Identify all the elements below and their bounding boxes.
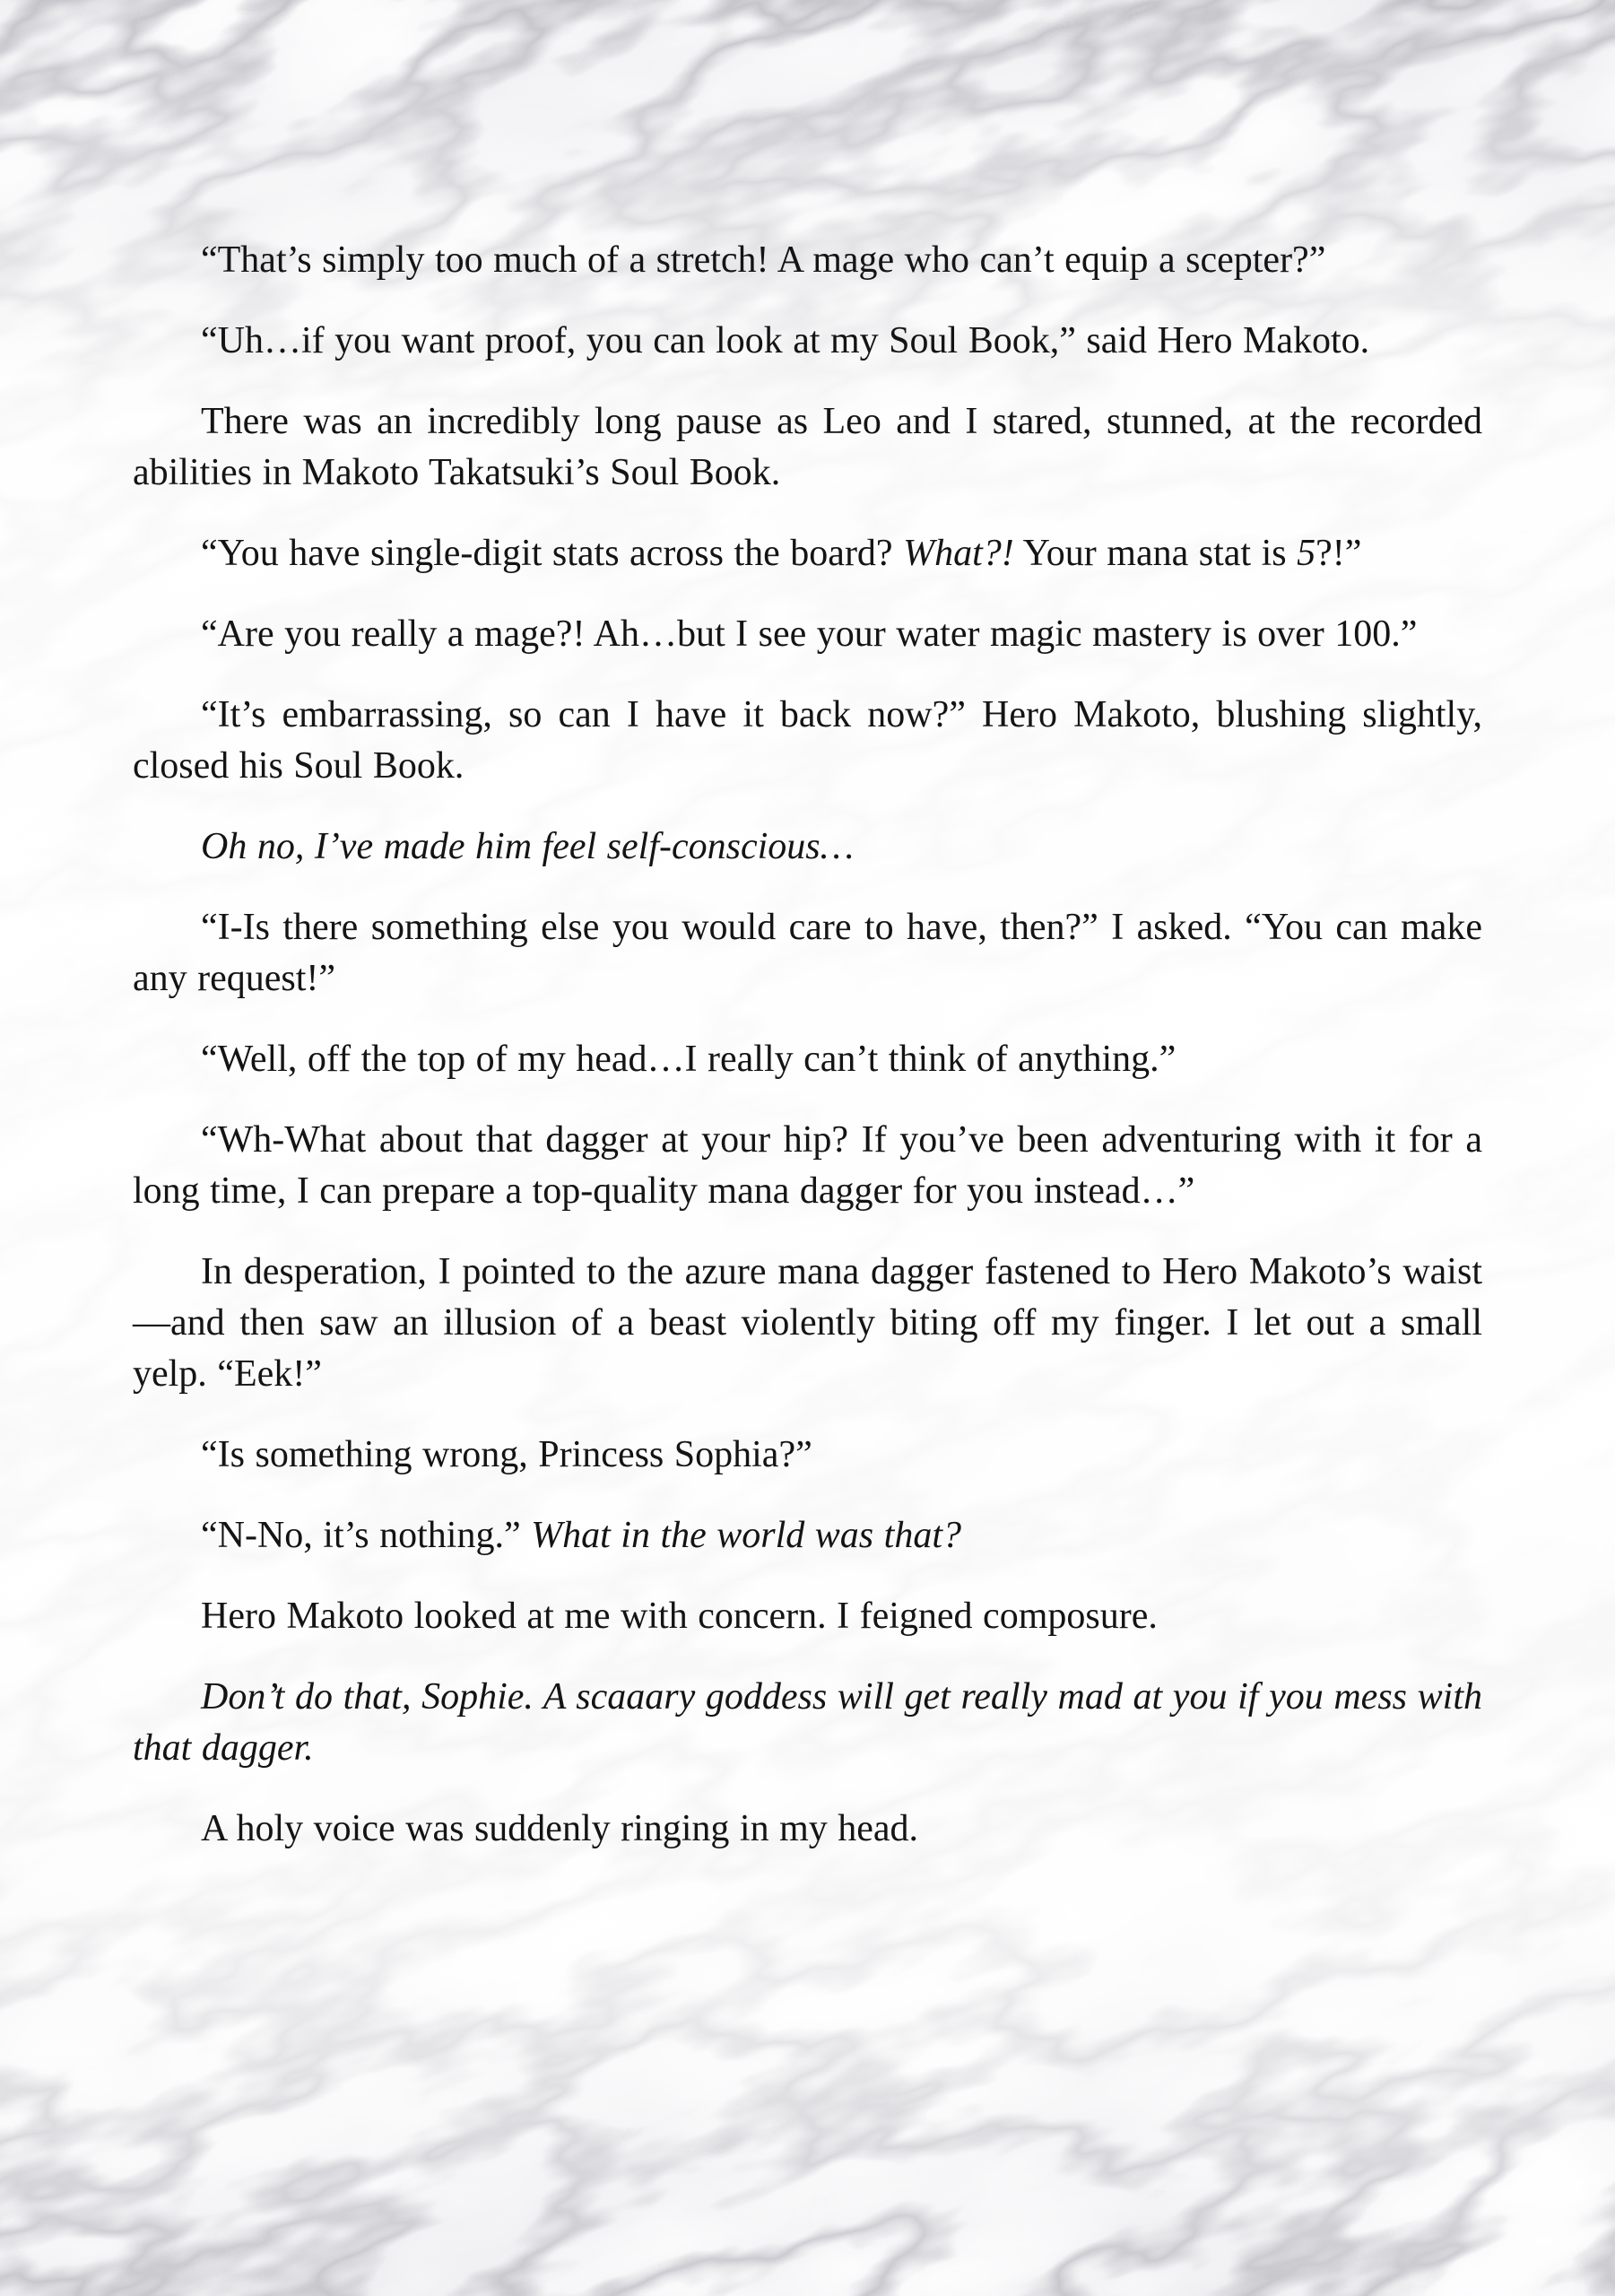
text-run: ?!” [1315,533,1362,574]
italic-text-run: What in the world was that? [531,1515,961,1556]
paragraph [133,690,1482,792]
text-run: “Wh-What about that dagger at your hip? If you’ve been adventuring with it for a long time, I can prepare a top-quality mana dagger for you instead…” [133,1119,1482,1212]
text-run: “You have single-digit stats across the board? [201,533,904,574]
paragraph [133,1591,1482,1642]
italic-text-run: 5 [1297,533,1316,574]
paragraph [133,1804,1482,1855]
text-run: “That’s simply too much of a stretch! A mage who can’t equip a scepter?” [201,239,1326,281]
text-run: “Uh…if you want proof, you can look at my Soul Book,” said Hero Makoto. [201,320,1370,361]
paragraph [133,902,1482,1004]
paragraph [133,528,1482,579]
text-run: “Well, off the top of my head…I really can’t think of anything.” [201,1039,1177,1080]
text-run: “It’s embarrassing, so can I have it back now?” Hero Makoto, blushing slightly, closed his Soul Book. [133,694,1482,787]
paragraph [133,1247,1482,1400]
paragraph [133,1430,1482,1481]
paragraph [133,1510,1482,1561]
text-run: A holy voice was suddenly ringing in my head. [201,1808,919,1849]
italic-text-run: What?! [903,533,1014,574]
text-run: Hero Makoto looked at me with concern. I feigned composure. [201,1596,1158,1637]
paragraph [133,1115,1482,1217]
text-run: “I-Is there something else you would care to have, then?” I asked. “You can make any request!” [133,907,1482,999]
text-run: “Are you really a mage?! Ah…but I see your water magic mastery is over 100.” [201,613,1418,655]
italic-text-run: Oh no, I’ve made him feel self-conscious… [201,826,854,867]
paragraph [133,1672,1482,1774]
text-run: Your mana stat is [1013,533,1298,574]
paragraph [133,822,1482,873]
paragraph [133,396,1482,499]
text-run: There was an incredibly long pause as Leo and I stared, stunned, at the recorded abilities in Makoto Takatsuki’s Soul Book. [133,401,1482,493]
paragraph [133,1034,1482,1085]
paragraph [133,316,1482,367]
text-run: “Is something wrong, Princess Sophia?” [201,1434,812,1475]
paragraph [133,235,1482,286]
paragraph [133,609,1482,660]
italic-text-run: Don’t do that, Sophie. A scaaary goddess will get really mad at you if you mess with that dagger. [133,1676,1482,1769]
text-run: “N-No, it’s nothing.” [201,1515,532,1556]
text-run: In desperation, I pointed to the azure mana dagger fastened to Hero Makoto’s waist—and then saw an illusion of a beast violently biting off my finger. I let out a small yelp. “Eek!” [133,1251,1482,1395]
